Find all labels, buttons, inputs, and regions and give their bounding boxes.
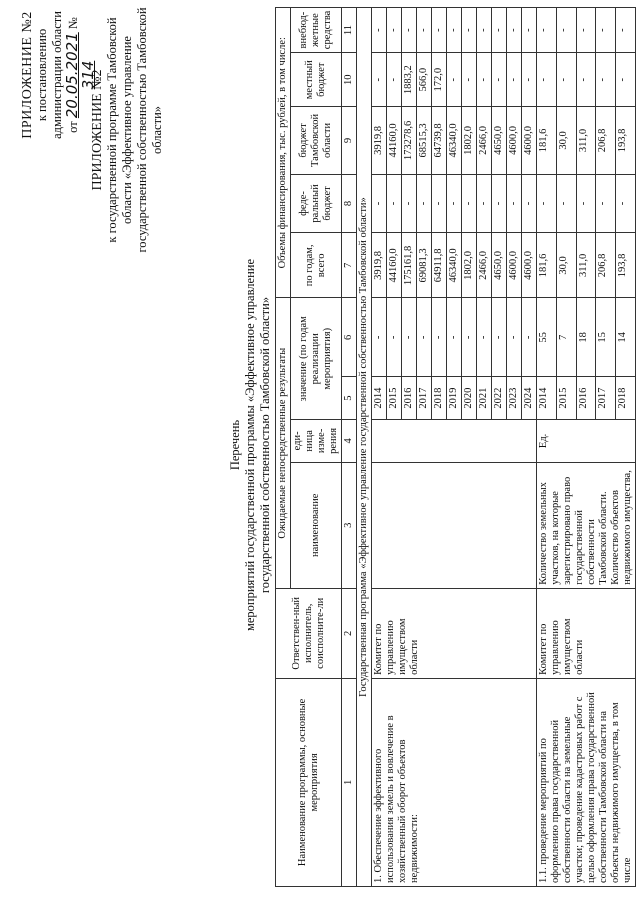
date-prefix: от (66, 121, 80, 133)
header-regional: бюджет Тамбовской области (291, 107, 342, 175)
value-cell: - (522, 298, 537, 377)
local-cell: - (507, 53, 522, 107)
year-cell: 2022 (492, 377, 507, 420)
regional-cell: 181,6 (537, 107, 557, 175)
total-cell: 1802,0 (462, 233, 477, 298)
document-title (228, 235, 273, 655)
value-cell: 18 (576, 298, 596, 377)
handwritten-date: 20.05.2021 (63, 32, 81, 119)
year-cell: 2015 (556, 377, 576, 420)
extra-cell: - (576, 8, 596, 53)
regional-cell: 64739,8 (432, 107, 447, 175)
column-number: 6 (342, 298, 357, 377)
header-unit: еди-ница изме-рения (291, 420, 342, 463)
local-cell: - (616, 53, 636, 107)
value-cell: - (447, 298, 462, 377)
appendix-title: ПРИЛОЖЕНИЕ №2 (20, 11, 35, 139)
total-cell: 193,8 (616, 233, 636, 298)
column-number: 3 (342, 462, 357, 588)
year-cell: 2024 (522, 377, 537, 420)
extra-cell: - (462, 8, 477, 53)
local-cell: - (447, 53, 462, 107)
extra-cell: - (556, 8, 576, 53)
federal-cell: - (507, 174, 522, 233)
header-result-name: наименование (291, 462, 342, 588)
value-cell: - (387, 298, 402, 377)
extra-cell: - (616, 8, 636, 53)
extra-cell: - (507, 8, 522, 53)
year-cell: 2018 (432, 377, 447, 420)
column-number: 10 (342, 53, 357, 107)
item1-executor-cell: Комитет по управлению имуществом области (372, 588, 537, 678)
value-cell: - (372, 298, 387, 377)
item1-name-cell: 1. Обеспечение эффективного использования земель и вовлечение в хозяйственный оборот объектов недвижимости: (372, 678, 537, 886)
column-number: 9 (342, 107, 357, 175)
federal-cell: - (576, 174, 596, 233)
column-numbers-row (342, 8, 357, 887)
local-cell: - (477, 53, 492, 107)
federal-cell: - (616, 174, 636, 233)
regional-cell: 2466,0 (477, 107, 492, 175)
header-extra: внебюд-жетные средства (291, 8, 342, 53)
regional-cell: 68515,3 (417, 107, 432, 175)
item11-name-cell: 1.1. проведение мероприятий по оформлению права государственной собственности области на земельные участки; проведение кадастровых работ с целью оформления права государственной собственности Тамбовской области на объекты недвижимого имущества, в том числе (537, 678, 636, 886)
regional-cell: 3919,8 (372, 107, 387, 175)
federal-cell: - (402, 174, 417, 233)
total-cell: 175161,8 (402, 233, 417, 298)
regional-cell: 4650,0 (492, 107, 507, 175)
year-cell: 2016 (576, 377, 596, 420)
regional-cell: 4600,0 (522, 107, 537, 175)
item1-result-cell (372, 462, 537, 588)
value-cell: 7 (556, 298, 576, 377)
regional-cell: 44160,0 (387, 107, 402, 175)
value-cell: 14 (616, 298, 636, 377)
total-cell: 46340,0 (447, 233, 462, 298)
total-cell: 64911,8 (432, 233, 447, 298)
table-row (537, 8, 557, 887)
table-row (372, 8, 387, 887)
value-cell: - (507, 298, 522, 377)
year-cell: 2014 (372, 377, 387, 420)
value-cell: 15 (596, 298, 616, 377)
total-cell: 30,0 (556, 233, 576, 298)
federal-cell: - (462, 174, 477, 233)
header-local: местный бюджет (291, 53, 342, 107)
local-cell: - (576, 53, 596, 107)
total-cell: 4650,0 (492, 233, 507, 298)
number-prefix: № (66, 17, 80, 30)
federal-cell: - (492, 174, 507, 233)
federal-cell: - (417, 174, 432, 233)
federal-cell: - (537, 174, 557, 233)
local-cell: - (372, 53, 387, 107)
title-subtitle: мероприятий государственной программы «Эффективное управление государственной собственностью Тамбовской области» (243, 258, 272, 632)
total-cell: 181,6 (537, 233, 557, 298)
appendix2-text: к государственной программе Тамбовской области «Эффективное управление государственной собственностью Тамбовской области» (105, 7, 164, 253)
item11-unit-cell: Ед. (537, 420, 636, 463)
federal-cell: - (432, 174, 447, 233)
extra-cell: - (492, 8, 507, 53)
value-cell: 55 (537, 298, 557, 377)
appendix-header-program (90, 5, 165, 255)
total-cell: 206,8 (596, 233, 616, 298)
column-number: 7 (342, 233, 357, 298)
local-cell: - (462, 53, 477, 107)
local-cell: - (522, 53, 537, 107)
appendix-header-decree (20, 5, 97, 145)
item11-executor-cell: Комитет по управлению имуществом области (537, 588, 636, 678)
total-cell: 44160,0 (387, 233, 402, 298)
column-number: 2 (342, 588, 357, 678)
item11-result-cell: Количество земельных участков, на которые зарегистрировано право государственной собственности Тамбовской области. Количество объектов недвижимого имущества, (537, 462, 636, 588)
federal-cell: - (387, 174, 402, 233)
extra-cell: - (387, 8, 402, 53)
column-number: 5 (342, 377, 357, 420)
measures-table (275, 7, 636, 887)
local-cell: 566,0 (417, 53, 432, 107)
column-number: 8 (342, 174, 357, 233)
local-cell: - (387, 53, 402, 107)
item1-unit-cell (372, 420, 537, 463)
regional-cell: 46340,0 (447, 107, 462, 175)
program-row (357, 8, 372, 887)
regional-cell: 193,8 (616, 107, 636, 175)
year-cell: 2020 (462, 377, 477, 420)
column-number: 4 (342, 420, 357, 463)
regional-cell: 206,8 (596, 107, 616, 175)
header-federal: феде-ральный бюджет (291, 174, 342, 233)
local-cell: 1883,2 (402, 53, 417, 107)
regional-cell: 30,0 (556, 107, 576, 175)
year-cell: 2018 (616, 377, 636, 420)
value-cell: - (432, 298, 447, 377)
extra-cell: - (402, 8, 417, 53)
local-cell: - (556, 53, 576, 107)
appendix-decree-line: к постановлению администрации области (35, 11, 64, 139)
year-cell: 2021 (477, 377, 492, 420)
local-cell: 172,0 (432, 53, 447, 107)
value-cell: - (417, 298, 432, 377)
year-cell: 2019 (447, 377, 462, 420)
federal-cell: - (556, 174, 576, 233)
year-cell: 2016 (402, 377, 417, 420)
regional-cell: 311,0 (576, 107, 596, 175)
federal-cell: - (447, 174, 462, 233)
handwritten-number: 314 (79, 60, 97, 90)
extra-cell: - (522, 8, 537, 53)
total-cell: 4600,0 (507, 233, 522, 298)
extra-cell: - (596, 8, 616, 53)
federal-cell: - (522, 174, 537, 233)
column-number: 1 (342, 678, 357, 886)
local-cell: - (492, 53, 507, 107)
header-total: по годам, всего (291, 233, 342, 298)
extra-cell: - (417, 8, 432, 53)
year-cell: 2015 (387, 377, 402, 420)
local-cell: - (596, 53, 616, 107)
regional-cell: 173278,6 (402, 107, 417, 175)
federal-cell: - (596, 174, 616, 233)
extra-cell: - (372, 8, 387, 53)
value-cell: - (492, 298, 507, 377)
program-title-cell: Государственная программа «Эффективное управление государственной собственностью Тамбовской области» (357, 8, 372, 887)
appendix2-title: ПРИЛОЖЕНИЕ №2 (90, 69, 105, 191)
header-executor: Ответствен-ный исполнитель, соисполните-ли (276, 588, 342, 678)
table-body (357, 8, 636, 887)
year-cell: 2023 (507, 377, 522, 420)
header-financing: Объемы финансирования, тыс. рублей, в том числе: (276, 8, 291, 299)
column-number: 11 (342, 8, 357, 53)
extra-cell: - (537, 8, 557, 53)
value-cell: - (477, 298, 492, 377)
total-cell: 69081,3 (417, 233, 432, 298)
total-cell: 2466,0 (477, 233, 492, 298)
total-cell: 311,0 (576, 233, 596, 298)
year-cell: 2017 (596, 377, 616, 420)
header-expected: Ожидаемые непосредственные результаты (276, 298, 291, 588)
federal-cell: - (372, 174, 387, 233)
value-cell: - (402, 298, 417, 377)
extra-cell: - (447, 8, 462, 53)
total-cell: 3919,8 (372, 233, 387, 298)
extra-cell: - (432, 8, 447, 53)
year-cell: 2014 (537, 377, 557, 420)
extra-cell: - (477, 8, 492, 53)
total-cell: 4600,0 (522, 233, 537, 298)
title-heading: Перечень (228, 419, 242, 471)
local-cell: - (537, 53, 557, 107)
header-value: значение (по годам реализации мероприятия) (291, 298, 342, 420)
regional-cell: 4600,0 (507, 107, 522, 175)
year-cell: 2017 (417, 377, 432, 420)
federal-cell: - (477, 174, 492, 233)
regional-cell: 1802,0 (462, 107, 477, 175)
header-name: Наименование программы, основные мероприятия (276, 678, 342, 886)
value-cell: - (462, 298, 477, 377)
